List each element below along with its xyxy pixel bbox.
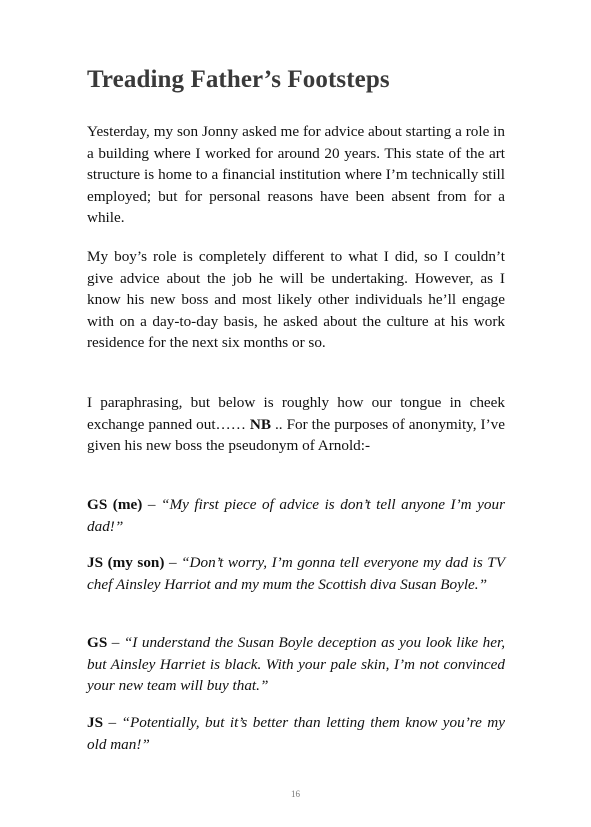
nb-note: NB (249, 415, 272, 433)
dialogue-line-1 (87, 494, 505, 537)
dialogue-line-3 (87, 632, 505, 697)
page-number: 16 (291, 789, 300, 799)
dialogue-paragraph (87, 712, 505, 755)
paragraph-text: Yesterday, my son Jonny asked me for advice about starting a role in a building where I worked for around 20 years. This state of the art structure is home to a financial institution where I’m technically still employed; but for personal reasons have been absent from for a while. (87, 123, 505, 227)
speech-text: “Potentially, but it’s better than letting them know you’re my old man!” (87, 714, 506, 753)
paragraph-3 (87, 392, 505, 457)
speaker-label: JS (87, 714, 104, 731)
speech-text: “My first piece of advice is don’t tell anyone I’m your dad!” (87, 496, 506, 535)
dialogue-dash: – (103, 714, 122, 731)
dialogue-paragraph (87, 494, 505, 537)
chapter-title: Treading Father’s Footsteps (87, 66, 390, 93)
intro-paragraph (87, 392, 505, 457)
speaker-label: GS (87, 634, 108, 651)
intro-text-end: .. For the purposes of anonymity, I’ve given his new boss the pseudonym of Arnold:- (87, 415, 505, 455)
dialogue-paragraph (87, 632, 505, 697)
dialogue-dash: – (164, 554, 182, 571)
dialogue-dash: – (107, 634, 124, 651)
paragraph-2 (87, 246, 505, 354)
dialogue-dash: – (142, 496, 162, 513)
speech-text: “I understand the Susan Boyle deception as you look like her, but Ainsley Harriet is black. With your pale skin, I’m not convinced your new team will buy that.” (87, 634, 506, 695)
paragraph-text: My boy’s role is completely different to what I did, so I couldn’t give advice about the job he will be undertaking. However, as I know his new boss and most likely other individuals he’ll engage with on a day-to-day basis, he asked about the culture at his work residence for the next six months or so. (87, 248, 505, 352)
speaker-label: GS (me) (87, 496, 143, 513)
paragraph-1 (87, 121, 505, 229)
speech-text: “Don’t worry, I’m gonna tell everyone my dad is TV chef Ainsley Harriot and my mum the Scottish diva Susan Boyle.” (87, 554, 505, 593)
dialogue-paragraph (87, 552, 505, 595)
intro-text-start: I paraphrasing, but below is roughly how our tongue in cheek exchange panned out…… (87, 394, 505, 433)
dialogue-line-2 (87, 552, 505, 595)
speaker-label: JS (my son) (87, 554, 165, 571)
dialogue-line-4 (87, 712, 505, 755)
